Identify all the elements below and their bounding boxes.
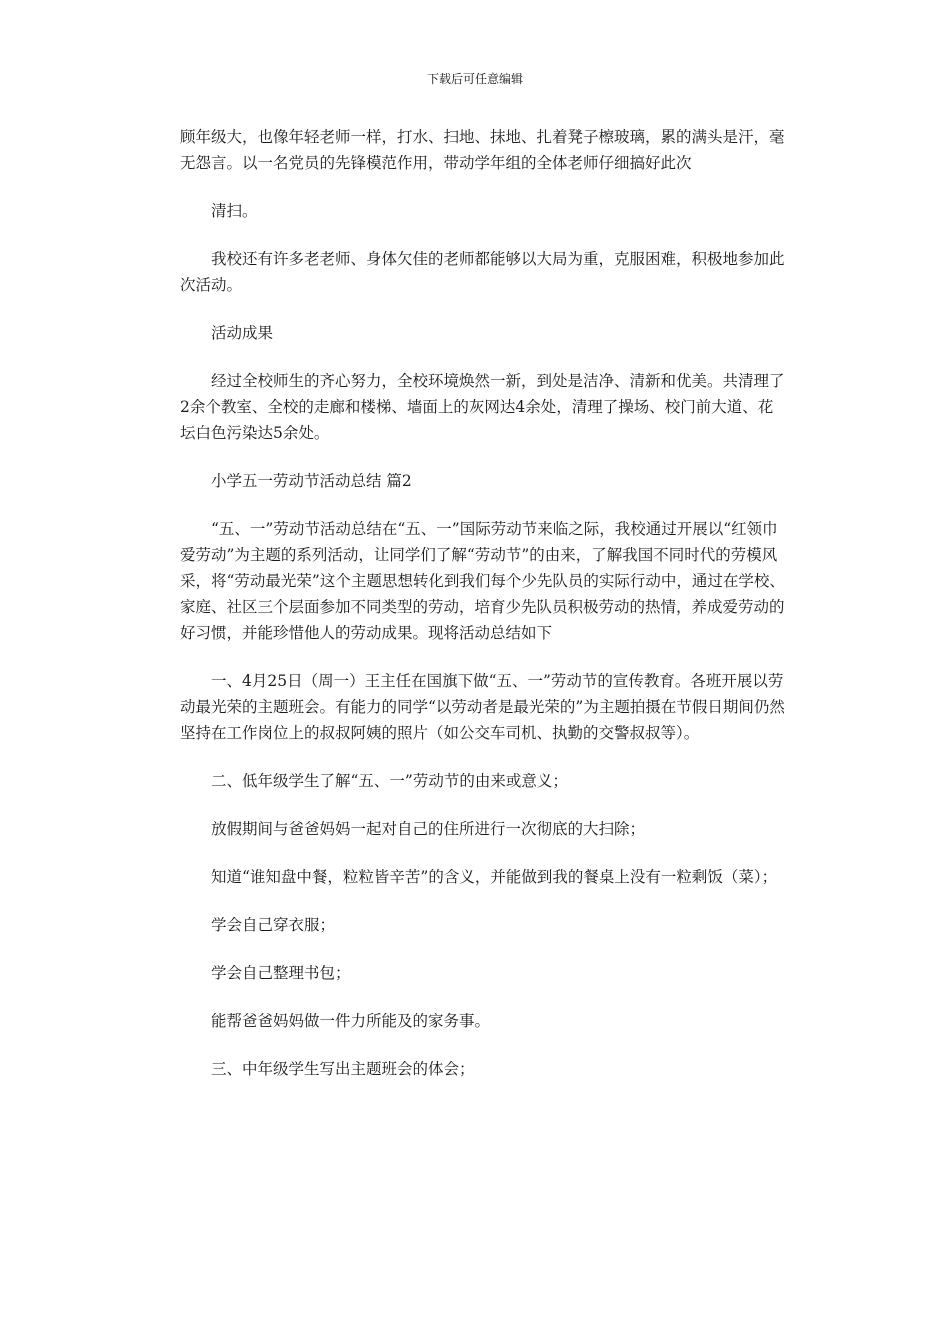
paragraph: 我校还有许多老老师、身体欠佳的老师都能够以大局为重，克服困难，积极地参加此次活动。 — [180, 250, 785, 294]
document-body — [180, 124, 785, 1104]
section-heading: 活动成果 — [211, 324, 274, 342]
paragraph: 学会自己穿衣服； — [211, 916, 336, 934]
section-title: 小学五一劳动节活动总结 篇2 — [211, 472, 412, 490]
paragraph: 能帮爸爸妈妈做一件力所能及的家务事。 — [211, 1012, 491, 1030]
paragraph: 经过全校师生的齐心努力，全校环境焕然一新，到处是洁净、清新和优美。共清理了2余个教室、全校的走廊和楼梯、墙面上的灰网达4余处，清理了操场、校门前大道、花坛白色污染达5余处。 — [180, 372, 785, 442]
page-header: 下载后可任意编辑 — [426, 72, 523, 86]
paragraph: 知道“谁知盘中餐，粒粒皆辛苦”的含义，并能做到我的餐桌上没有一粒剩饭（菜）； — [211, 868, 778, 886]
paragraph: 一、4月25日（周一）王主任在国旗下做“五、一”劳动节的宣传教育。各班开展以劳动最光荣的主题班会。有能力的同学“以劳动者是最光荣的”为主题拍摄在节假日期间仍然坚持在工作岗位上的叔叔阿姨的照片（如公交车司机、执勤的交警叔叔等）。 — [180, 672, 785, 742]
paragraph: 清扫。 — [211, 202, 258, 220]
paragraph: 学会自己整理书包； — [211, 964, 351, 982]
paragraph: 三、中年级学生写出主题班会的体会； — [211, 1060, 475, 1078]
paragraph: 放假期间与爸爸妈妈一起对自己的住所进行一次彻底的大扫除； — [211, 820, 646, 838]
paragraph: 顾年级大，也像年轻老师一样，打水、扫地、抹地、扎着凳子檫玻璃，累的满头是汗，毫无怨言。以一名党员的先锋模范作用，带动学年组的全体老师仔细搞好此次 — [180, 128, 785, 172]
paragraph: “五、一”劳动节活动总结在“五、一”国际劳动节来临之际，我校通过开展以“红领巾爱劳动”为主题的系列活动，让同学们了解“劳动节”的由来，了解我国不同时代的劳模风采，将“劳动最光荣”这个主题思想转化到我们每个少先队员的实际行动中，通过在学校、家庭、社区三个层面参加不同类型的劳动，培育少先队员积极劳动的热情，养成爱劳动的好习惯，并能珍惜他人的劳动成果。现将活动总结如下 — [180, 520, 785, 642]
paragraph: 二、低年级学生了解“五、一”劳动节的由来或意义； — [211, 772, 568, 790]
